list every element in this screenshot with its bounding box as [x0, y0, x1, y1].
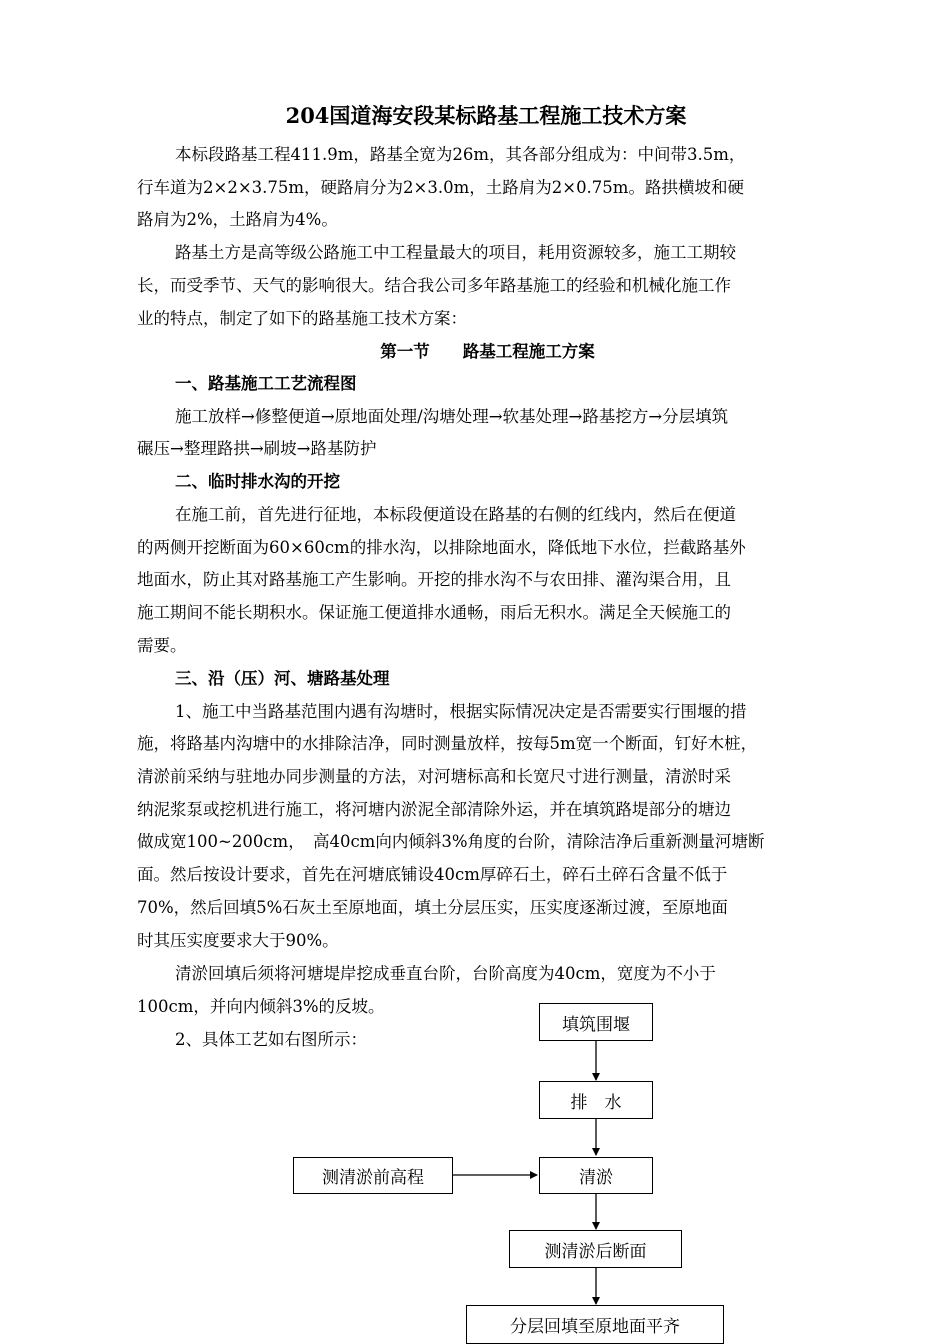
drain-line: 的两侧开挖断面为60×60cm的排水沟，以排除地面水，降低地下水位，拦截路基外 — [137, 538, 746, 557]
pond-line: 1、施工中当路基范围内遇有沟塘时，根据实际情况决定是否需要实行围堰的措 — [175, 702, 747, 721]
pond-line: 时其压实度要求大于90%。 — [137, 931, 339, 950]
drain-line: 需要。 — [137, 636, 187, 655]
intro-line: 本标段路基工程411.9m，路基全宽为26m，其各部分组成为：中间带3.5m， — [175, 145, 746, 164]
pond-line: 纳泥浆泵或挖机进行施工，将河塘内淤泥全部清除外运，并在填筑路堤部分的塘边 — [137, 800, 731, 819]
pond-line: 做成宽100~200cm， 高40cm向内倾斜3%角度的台阶，清除洁净后重新测量河塘断 — [137, 832, 765, 851]
flow-box-pre-dredge-elevation: 测清淤前高程 — [293, 1157, 453, 1194]
drain-line: 施工期间不能长期积水。保证施工便道排水通畅，雨后无积水。满足全天候施工的 — [137, 603, 731, 622]
intro-line: 业的特点，制定了如下的路基施工技术方案： — [137, 309, 467, 328]
flow-box-dredging: 清淤 — [539, 1157, 653, 1194]
heading-pond-treatment: 三、沿（压）河、塘路基处理 — [175, 669, 390, 688]
pond-line: 面。然后按设计要求，首先在河塘底铺设40cm厚碎石土，碎石土碎石含量不低于 — [137, 865, 728, 884]
drain-line: 地面水，防止其对路基施工产生影响。开挖的排水沟不与农田排、灌沟渠合用，且 — [137, 570, 731, 589]
drain-line: 在施工前，首先进行征地，本标段便道设在路基的右侧的红线内，然后在便道 — [175, 505, 736, 524]
pond-line: 施，将路基内沟塘中的水排除洁净，同时测量放样，按每5m宽一个断面，钉好木桩， — [137, 734, 758, 753]
intro-line: 路肩为2%，土路肩为4%。 — [137, 210, 338, 229]
flow-line: 施工放样→修整便道→原地面处理/沟塘处理→软基处理→路基挖方→分层填筑 — [175, 407, 729, 426]
pond-line: 70%，然后回填5%石灰土至原地面，填土分层压实，压实度逐渐过渡，至原地面 — [137, 898, 728, 917]
intro-line: 路基土方是高等级公路施工中工程量最大的项目，耗用资源较多，施工工期较 — [175, 243, 736, 262]
document-title: 204国道海安段某标路基工程施工技术方案 — [285, 103, 687, 128]
intro-line: 行车道为2×2×3.75m，硬路肩分为2×3.0m，土路肩为2×0.75m。路拱横坡和硬 — [137, 178, 744, 197]
pond-line: 清淤回填后须将河塘堤岸挖成垂直台阶，台阶高度为40cm，宽度为不小于 — [175, 964, 716, 983]
heading-process-flow: 一、路基施工工艺流程图 — [175, 374, 357, 393]
heading-drainage: 二、临时排水沟的开挖 — [175, 472, 340, 491]
pond-line: 100cm，并向内倾斜3%的反坡。 — [137, 997, 385, 1016]
flow-box-layered-backfill: 分层回填至原地面平齐 — [466, 1305, 724, 1344]
section-title: 第一节 路基工程施工方案 — [380, 342, 595, 361]
pond-line: 2、具体工艺如右图所示： — [175, 1030, 367, 1049]
intro-line: 长，而受季节、天气的影响很大。结合我公司多年路基施工的经验和机械化施工作 — [137, 276, 731, 295]
flow-box-build-cofferdam: 填筑围堰 — [539, 1003, 653, 1041]
flow-box-post-dredge-section: 测清淤后断面 — [509, 1230, 682, 1268]
flow-line: 碾压→整理路拱→刷坡→路基防护 — [137, 439, 377, 458]
pond-line: 清淤前采纳与驻地办同步测量的方法，对河塘标高和长宽尺寸进行测量，清淤时采 — [137, 767, 731, 786]
flow-box-drainage: 排 水 — [539, 1081, 653, 1119]
